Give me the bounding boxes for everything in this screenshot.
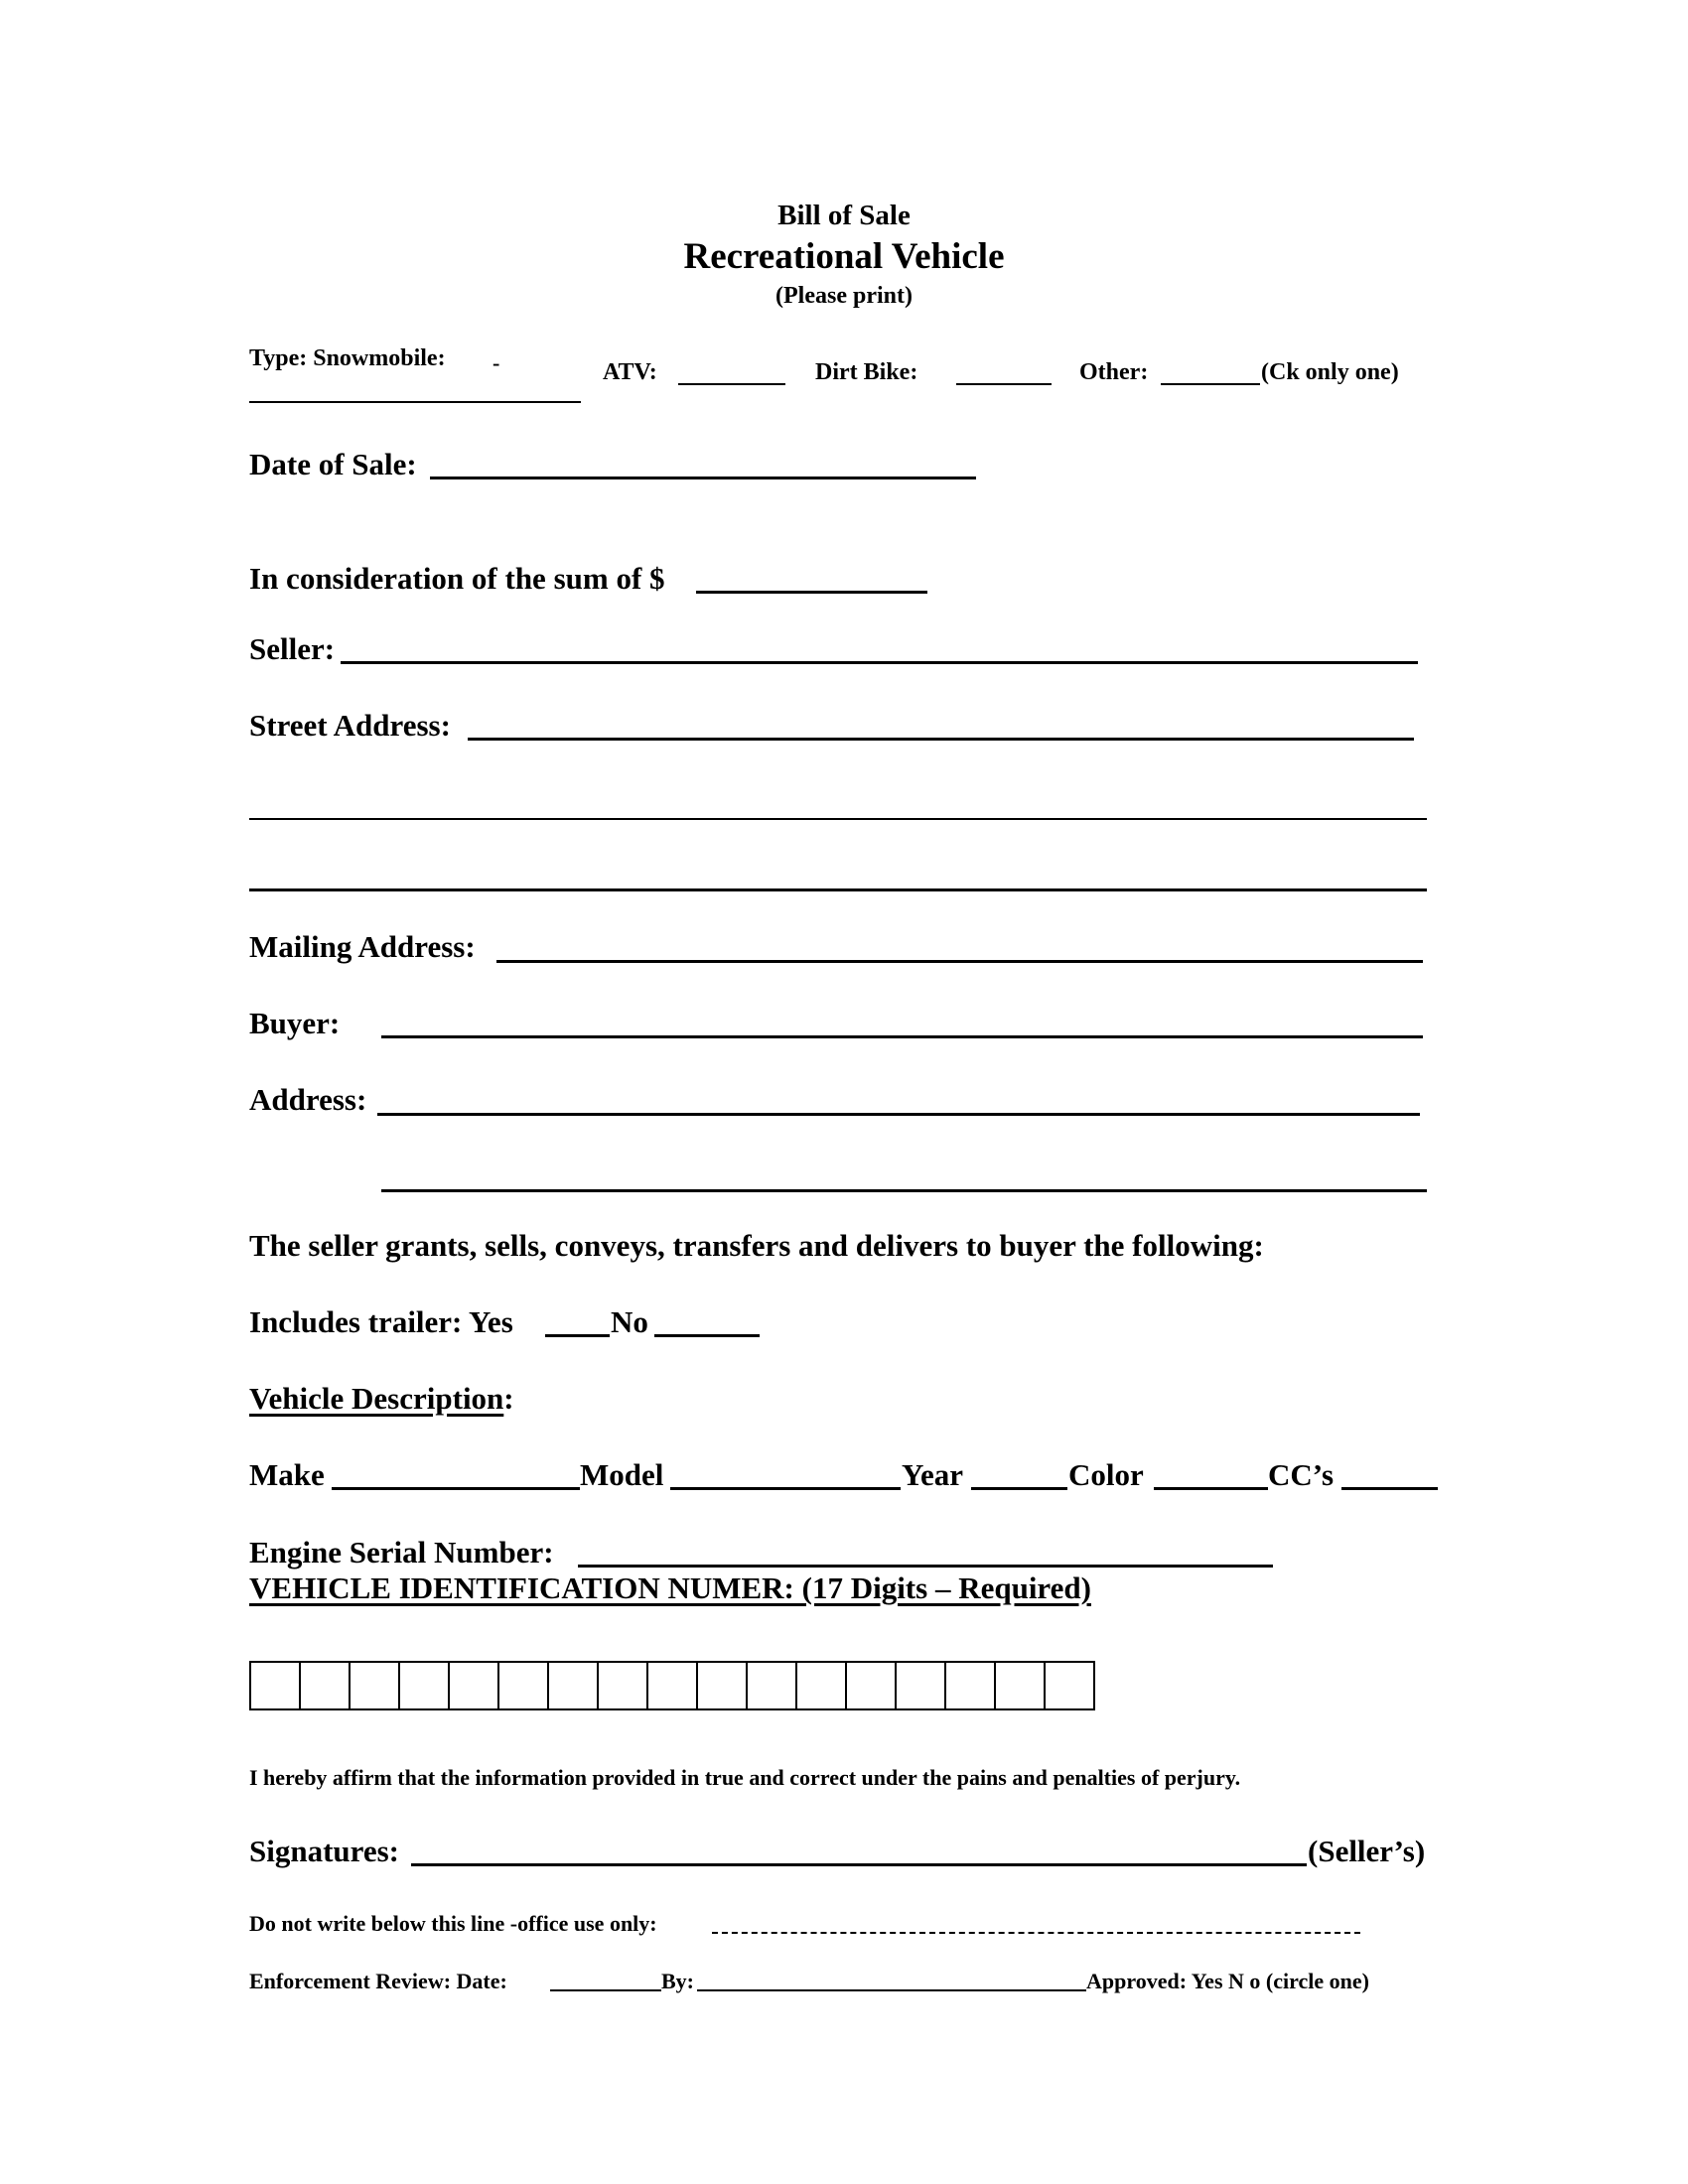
color-field[interactable] (1154, 1487, 1268, 1490)
signatures-label: Signatures: (249, 1834, 400, 1868)
vin-digit-box[interactable] (1046, 1663, 1095, 1708)
model-label: Model (580, 1457, 664, 1492)
engine-serial-field[interactable] (578, 1565, 1273, 1568)
vin-digit-box[interactable] (301, 1663, 351, 1708)
address-field[interactable] (377, 1113, 1420, 1116)
street-address-label: Street Address: (249, 708, 451, 743)
vin-heading (249, 1572, 1091, 1603)
vin-digit-box[interactable] (251, 1663, 301, 1708)
trailer-no-field[interactable] (654, 1334, 760, 1337)
atv-label: ATV: (603, 359, 657, 385)
color-label: Color (1068, 1457, 1144, 1492)
make-field[interactable] (332, 1487, 580, 1490)
sum-label: In consideration of the sum of $ (249, 561, 665, 596)
seller-label: Seller: (249, 631, 336, 666)
affirmation-text: I hereby affirm that the information provided in true and correct under the pains and penalties of perjury. (249, 1765, 1241, 1790)
dirt-bike-field[interactable] (956, 383, 1052, 385)
other-label: Other: (1079, 359, 1149, 385)
vehicle-description-colon: : (503, 1381, 514, 1416)
date-of-sale-label: Date of Sale: (249, 447, 417, 481)
date-of-sale-field[interactable] (430, 477, 976, 479)
vin-entry-grid (249, 1661, 1095, 1710)
address-line-2[interactable] (381, 1189, 1427, 1192)
office-use-label: Do not write below this line -office use only: (249, 1911, 657, 1936)
check-only-one-note: (Ck only one) (1261, 359, 1399, 385)
type-snowmobile-label: Type: Snowmobile: (249, 345, 446, 371)
vin-digit-box[interactable] (996, 1663, 1046, 1708)
year-field[interactable] (971, 1487, 1067, 1490)
vin-digit-box[interactable] (698, 1663, 748, 1708)
enforcement-date-label: Enforcement Review: Date: (249, 1969, 507, 1993)
atv-field[interactable] (678, 383, 785, 385)
enforcement-date-field[interactable] (550, 1989, 661, 1991)
trailer-yes-field[interactable] (545, 1334, 610, 1337)
buyer-field[interactable] (381, 1035, 1423, 1038)
please-print-note: (Please print) (775, 283, 913, 309)
seller-field[interactable] (341, 661, 1418, 664)
vin-digit-box[interactable] (499, 1663, 549, 1708)
seller-signature-field[interactable] (411, 1863, 1307, 1866)
street-address-field[interactable] (468, 738, 1414, 741)
enforcement-by-field[interactable] (697, 1989, 1086, 1991)
form-subtitle: Recreational Vehicle (683, 236, 1005, 277)
vin-digit-box[interactable] (797, 1663, 847, 1708)
sellers-suffix: (Seller’s) (1308, 1834, 1426, 1868)
vin-digit-box[interactable] (748, 1663, 797, 1708)
vin-digit-box[interactable] (599, 1663, 648, 1708)
snowmobile-field[interactable] (249, 401, 581, 403)
address-label: Address: (249, 1082, 367, 1117)
vin-digit-box[interactable] (847, 1663, 897, 1708)
enforcement-by-label: By: (661, 1969, 694, 1993)
trailer-no-label: No (611, 1304, 648, 1339)
vehicle-description-heading (249, 1383, 514, 1414)
vin-digit-box[interactable] (549, 1663, 599, 1708)
buyer-label: Buyer: (249, 1006, 341, 1040)
approved-label: Approved: Yes N o (circle one) (1086, 1969, 1369, 1993)
includes-trailer-label: Includes trailer: Yes (249, 1304, 513, 1339)
form-title: Bill of Sale (777, 200, 911, 231)
year-label: Year (902, 1457, 963, 1492)
vin-heading-text: VEHICLE IDENTIFICATION NUMER: (17 Digits – Required) (249, 1570, 1091, 1605)
ccs-label: CC’s (1268, 1457, 1335, 1492)
vin-digit-box[interactable] (946, 1663, 996, 1708)
vin-digit-box[interactable] (400, 1663, 450, 1708)
model-field[interactable] (670, 1487, 901, 1490)
office-use-divider (712, 1932, 1360, 1934)
make-label: Make (249, 1457, 325, 1492)
vin-digit-box[interactable] (648, 1663, 698, 1708)
vin-digit-box[interactable] (351, 1663, 400, 1708)
dirt-bike-label: Dirt Bike: (815, 359, 918, 385)
street-address-line-2[interactable] (249, 818, 1427, 820)
sum-field[interactable] (696, 591, 927, 594)
engine-serial-label: Engine Serial Number: (249, 1535, 554, 1570)
grant-statement: The seller grants, sells, conveys, transfers and delivers to buyer the following: (249, 1228, 1264, 1263)
vehicle-description-heading-text: Vehicle Description (249, 1381, 504, 1416)
vin-digit-box[interactable] (450, 1663, 499, 1708)
ccs-field[interactable] (1341, 1487, 1438, 1490)
snowmobile-mark: - (492, 350, 500, 375)
street-address-line-3[interactable] (249, 888, 1427, 891)
vin-digit-box[interactable] (897, 1663, 946, 1708)
mailing-address-field[interactable] (496, 960, 1423, 963)
other-field[interactable] (1161, 383, 1260, 385)
mailing-address-label: Mailing Address: (249, 929, 476, 964)
